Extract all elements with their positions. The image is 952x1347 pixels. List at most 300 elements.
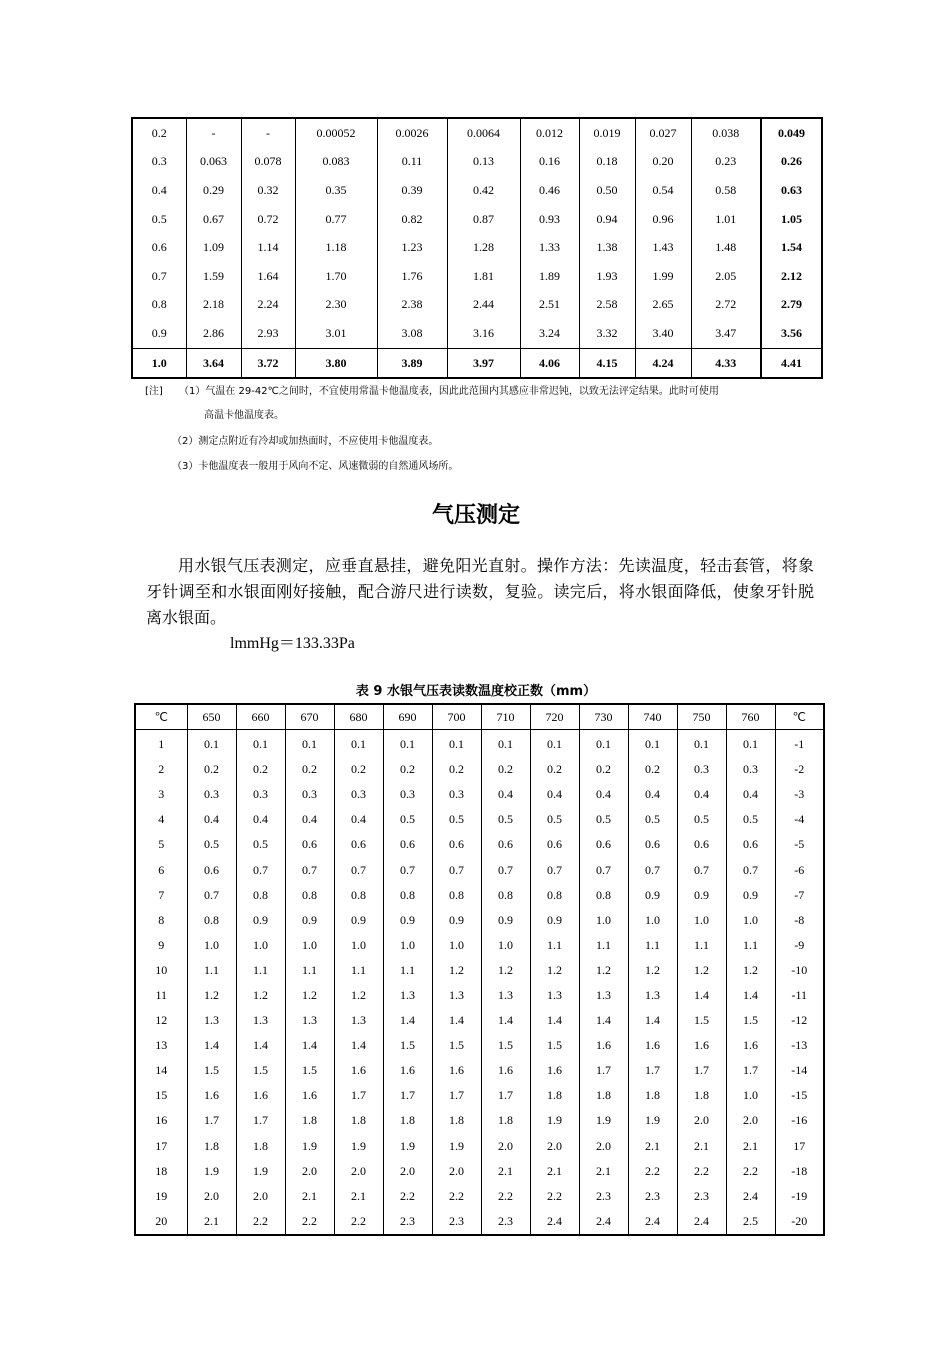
table-cell: 2.0: [285, 1159, 334, 1184]
row-label-cell: 8: [135, 908, 187, 933]
table-cell: 2.30: [295, 291, 377, 320]
table-cell: 1.2: [236, 983, 285, 1008]
table-cell: 0.1: [334, 730, 383, 758]
table-cell: 1.0: [432, 933, 481, 958]
table-cell: 2.2: [628, 1159, 677, 1184]
table-cell: -9: [775, 933, 824, 958]
table-cell: 2.3: [677, 1184, 726, 1209]
table-cell: 4.24: [635, 348, 691, 378]
table-cell: 1.2: [285, 983, 334, 1008]
table-cell: 2.0: [383, 1159, 432, 1184]
table-cell: 2.18: [186, 291, 241, 320]
table-cell: 0.027: [635, 118, 691, 148]
table-cell: -12: [775, 1008, 824, 1033]
table-row: [135, 782, 824, 807]
table-cell: 2.0: [432, 1159, 481, 1184]
table-cell: 1.6: [285, 1083, 334, 1108]
table-cell: 1.6: [187, 1083, 236, 1108]
row-label-cell: 19: [135, 1184, 187, 1209]
table-cell: 0.1: [383, 730, 432, 758]
table-row: [132, 262, 822, 291]
table-cell: 0.7: [285, 857, 334, 882]
row-label-cell: 5: [135, 832, 187, 857]
table-cell: 3.47: [691, 319, 761, 348]
table-cell: 2.4: [530, 1209, 579, 1235]
row-label-cell: 14: [135, 1058, 187, 1083]
table-row: [135, 857, 824, 882]
note-2: （2）测定点附近有冷却或加热面时，不应使用卡他温度表。: [172, 436, 439, 447]
table-cell: 1.8: [628, 1083, 677, 1108]
row-label-cell: 4: [135, 807, 187, 832]
table-cell: 0.019: [579, 118, 635, 148]
table-cell: 1.64: [241, 262, 295, 291]
table-cell: 1.3: [236, 1008, 285, 1033]
table-cell: 1.4: [481, 1008, 530, 1033]
table-cell: 2.51: [520, 291, 579, 320]
table-cell: 2.3: [579, 1184, 628, 1209]
table-cell: 1.38: [579, 233, 635, 262]
table-header-row: [135, 704, 824, 730]
table-cell: 2.65: [635, 291, 691, 320]
table-cell: 0.5: [481, 807, 530, 832]
table-cell: 1.3: [383, 983, 432, 1008]
table-cell: 1.14: [241, 233, 295, 262]
table-cell: 2.0: [677, 1108, 726, 1133]
table-cell: 1.3: [481, 983, 530, 1008]
table-cell: 1.9: [334, 1134, 383, 1159]
table-cell: 1.9: [383, 1134, 432, 1159]
table-cell: 0.4: [187, 807, 236, 832]
table-cell: 1.2: [579, 958, 628, 983]
table-cell: 2.1: [628, 1134, 677, 1159]
table-cell: 3.72: [241, 348, 295, 378]
table-cell: 1.1: [383, 958, 432, 983]
table-cell: 0.3: [236, 782, 285, 807]
table-cell: 1.8: [285, 1108, 334, 1133]
table-cell: 1.3: [334, 1008, 383, 1033]
table-cell: 4.06: [520, 348, 579, 378]
table-cell: 0.42: [447, 176, 520, 205]
table-cell: 1.01: [691, 205, 761, 234]
table-cell: 0.8: [285, 883, 334, 908]
table-cell: 1.5: [187, 1058, 236, 1083]
table-cell: 1.1: [334, 958, 383, 983]
table-cell: 3.80: [295, 348, 377, 378]
table-cell: 1.3: [187, 1008, 236, 1033]
table-cell: 0.8: [334, 883, 383, 908]
table-row: [135, 832, 824, 857]
table-row: [132, 176, 822, 205]
column-header: 710: [481, 704, 530, 730]
table-cell: 0.2: [530, 757, 579, 782]
table-cell: 0.6: [187, 857, 236, 882]
table-cell: 0.5: [628, 807, 677, 832]
table-cell: 2.2: [677, 1159, 726, 1184]
table-cell: 1.4: [285, 1033, 334, 1058]
table-cell: 0.16: [520, 148, 579, 177]
table-cell: 0.3: [726, 757, 775, 782]
row-label-cell: 9: [135, 933, 187, 958]
table-cell: 0.8: [432, 883, 481, 908]
table-cell: 0.9: [334, 908, 383, 933]
table-cell: -18: [775, 1159, 824, 1184]
table-row: [135, 1108, 824, 1133]
table-cell: 0.4: [579, 782, 628, 807]
table-cell: 2.1: [677, 1134, 726, 1159]
table-cell: 1.23: [377, 233, 447, 262]
table-cell: 1.7: [726, 1058, 775, 1083]
table-cell: 0.4: [726, 782, 775, 807]
table-cell: 1.8: [481, 1108, 530, 1133]
row-label-cell: 1.0: [132, 348, 186, 378]
table-cell: 3.16: [447, 319, 520, 348]
row-label-cell: 20: [135, 1209, 187, 1235]
table-cell: 1.0: [187, 933, 236, 958]
table-cell: 0.93: [520, 205, 579, 234]
table-cell: 1.5: [481, 1033, 530, 1058]
table-cell: 0.2: [236, 757, 285, 782]
table-cell: 1.2: [432, 958, 481, 983]
column-header: 750: [677, 704, 726, 730]
table-cell: 0.063: [186, 148, 241, 177]
table-cell: 2.24: [241, 291, 295, 320]
table-cell: 0.23: [691, 148, 761, 177]
table-cell: 2.1: [481, 1159, 530, 1184]
table-cell: 3.01: [295, 319, 377, 348]
row-label-cell: 12: [135, 1008, 187, 1033]
table-cell: 1.5: [236, 1058, 285, 1083]
table-cell: 0.2: [579, 757, 628, 782]
row-label-cell: 0.7: [151, 268, 167, 283]
table-cell: 1.4: [726, 983, 775, 1008]
barometer-correction-table: [134, 703, 825, 1236]
table-row: [135, 1134, 824, 1159]
table-cell: 0.5: [432, 807, 481, 832]
table-cell: 0.5: [677, 807, 726, 832]
table-cell: 0.8: [187, 908, 236, 933]
table-cell: 0.7: [726, 857, 775, 882]
table-cell: 0.0026: [377, 118, 447, 148]
table-cell: 1.1: [187, 958, 236, 983]
table-cell: 0.7: [432, 857, 481, 882]
table-cell: 2.4: [579, 1209, 628, 1235]
table-cell: 4.41: [761, 348, 822, 378]
table-cell: 1.93: [579, 262, 635, 291]
table-cell: 1.5: [432, 1033, 481, 1058]
row-label-cell: 0.4: [151, 182, 167, 197]
barometer-table-body: [135, 730, 824, 1235]
row-label-cell: 2: [135, 757, 187, 782]
katathermometer-table: [131, 117, 823, 379]
table-cell: 0.13: [447, 148, 520, 177]
table-cell: 0.3: [187, 782, 236, 807]
table-cell: 0.9: [677, 883, 726, 908]
table-cell: 0.7: [677, 857, 726, 882]
table-cell: 1.8: [236, 1134, 285, 1159]
row-label-cell: 13: [135, 1033, 187, 1058]
table-cell: 1.6: [334, 1058, 383, 1083]
table-cell: 0.2: [628, 757, 677, 782]
column-header: 740: [628, 704, 677, 730]
table-cell: 2.1: [285, 1184, 334, 1209]
table-cell: 1.6: [383, 1058, 432, 1083]
table-cell: 0.1: [677, 730, 726, 758]
table-cell: 1.6: [432, 1058, 481, 1083]
table-cell: 0.5: [187, 832, 236, 857]
table-cell: 0.1: [530, 730, 579, 758]
table-cell: 1.2: [677, 958, 726, 983]
table-cell: -11: [775, 983, 824, 1008]
table-cell: -1: [775, 730, 824, 758]
table-cell: 0.4: [628, 782, 677, 807]
katathermometer-table-body: [132, 118, 822, 378]
table-cell: 1.2: [481, 958, 530, 983]
table-cell: 0.1: [481, 730, 530, 758]
table-cell: 0.012: [520, 118, 579, 148]
table-cell: 1.3: [579, 983, 628, 1008]
table-cell: 2.2: [383, 1184, 432, 1209]
table-cell: -10: [775, 958, 824, 983]
table-cell: 1.9: [579, 1108, 628, 1133]
table-cell: 1.1: [579, 933, 628, 958]
table-cell: 2.2: [334, 1209, 383, 1235]
table-cell: 0.3: [285, 782, 334, 807]
table-cell: 1.7: [677, 1058, 726, 1083]
table-cell: 0.67: [186, 205, 241, 234]
table-row: [135, 807, 824, 832]
table-cell: 1.0: [236, 933, 285, 958]
table-cell: 0.2: [334, 757, 383, 782]
row-label-cell: 15: [135, 1083, 187, 1108]
row-label-cell: 0.2: [151, 125, 167, 140]
table-cell: 0.9: [481, 908, 530, 933]
table-cell: 2.1: [187, 1209, 236, 1235]
row-label-cell: 0.3: [151, 154, 167, 169]
table-cell: 0.7: [579, 857, 628, 882]
table-cell: 1.4: [530, 1008, 579, 1033]
table-cell: 3.32: [579, 319, 635, 348]
table-cell: -20: [775, 1209, 824, 1235]
table-cell: 0.2: [187, 757, 236, 782]
table-cell: 1.54: [761, 233, 822, 262]
table-row: [132, 148, 822, 177]
table-cell: 1.7: [334, 1083, 383, 1108]
row-label-cell: 7: [135, 883, 187, 908]
table-cell: 1.4: [628, 1008, 677, 1033]
table-cell: 2.3: [628, 1184, 677, 1209]
table-cell: 0.9: [432, 908, 481, 933]
table-cell: 1.8: [383, 1108, 432, 1133]
table-cell: 0.20: [635, 148, 691, 177]
table-cell: 1.1: [726, 933, 775, 958]
table-cell: 0.6: [726, 832, 775, 857]
table-cell: 1.8: [334, 1108, 383, 1133]
table-row: [135, 1033, 824, 1058]
table-cell: 1.6: [530, 1058, 579, 1083]
table-cell: 1.4: [187, 1033, 236, 1058]
table-cell: 0.6: [334, 832, 383, 857]
table-cell: 1.0: [383, 933, 432, 958]
table-cell: 2.72: [691, 291, 761, 320]
table-cell: 1.89: [520, 262, 579, 291]
table-cell: 1.2: [530, 958, 579, 983]
table-cell: 1.6: [579, 1033, 628, 1058]
table-cell: 0.4: [285, 807, 334, 832]
table-cell: 0.94: [579, 205, 635, 234]
table-cell: 2.2: [481, 1184, 530, 1209]
table-cell: 1.43: [635, 233, 691, 262]
table-cell: 0.6: [677, 832, 726, 857]
table-cell: 1.3: [432, 983, 481, 1008]
column-header: ℃: [135, 704, 187, 730]
column-header: 760: [726, 704, 775, 730]
table-cell: 0.083: [295, 148, 377, 177]
table-cell: 2.0: [187, 1184, 236, 1209]
table-cell: 0.39: [377, 176, 447, 205]
note-1-cont: 高温卡他温度表。: [204, 410, 284, 421]
table-cell: -6: [775, 857, 824, 882]
table-row: [135, 983, 824, 1008]
table-cell: 2.5: [726, 1209, 775, 1235]
table-cell: 3.89: [377, 348, 447, 378]
table-cell: 0.63: [761, 176, 822, 205]
table-cell: 1.3: [285, 1008, 334, 1033]
table-cell: 1.18: [295, 233, 377, 262]
table-cell: 2.3: [481, 1209, 530, 1235]
table-cell: 1.99: [635, 262, 691, 291]
table-cell: 2.2: [530, 1184, 579, 1209]
table-cell: -15: [775, 1083, 824, 1108]
table-cell: 0.32: [241, 176, 295, 205]
table-cell: 0.2: [383, 757, 432, 782]
table-cell: 1.8: [432, 1108, 481, 1133]
table-cell: 1.9: [530, 1108, 579, 1133]
table-row: [135, 730, 824, 758]
table-cell: 2.12: [761, 262, 822, 291]
table-cell: 0.2: [432, 757, 481, 782]
table-cell: 1.0: [481, 933, 530, 958]
table-cell: 1.5: [383, 1033, 432, 1058]
table-cell: 1.7: [481, 1083, 530, 1108]
table-cell: 2.0: [236, 1184, 285, 1209]
table-cell: 0.9: [383, 908, 432, 933]
table-cell: 0.8: [579, 883, 628, 908]
table-cell: 0.5: [530, 807, 579, 832]
table-cell: 0.3: [383, 782, 432, 807]
table-cell: 0.1: [579, 730, 628, 758]
table-cell: 0.7: [187, 883, 236, 908]
table-cell: 0.6: [383, 832, 432, 857]
table-row: [132, 291, 822, 320]
note-1: （1）气温在 29-42℃之间时，不宜使用常温卡他温度表，因此此范围内其感应非常迟钝，以致无法评定结果。此时可使用: [179, 386, 719, 397]
table-row: [132, 348, 822, 378]
table-cell: 1.6: [726, 1033, 775, 1058]
table-cell: 2.0: [530, 1134, 579, 1159]
table-cell: 1.33: [520, 233, 579, 262]
table-cell: 1.5: [726, 1008, 775, 1033]
table-cell: 0.26: [761, 148, 822, 177]
table-cell: 0.58: [691, 176, 761, 205]
table-cell: 0.4: [236, 807, 285, 832]
table-cell: 1.4: [677, 983, 726, 1008]
row-label-cell: 3: [135, 782, 187, 807]
table-cell: 1.7: [628, 1058, 677, 1083]
table-cell: 0.87: [447, 205, 520, 234]
table-cell: 1.7: [579, 1058, 628, 1083]
table-cell: -19: [775, 1184, 824, 1209]
table-cell: 0.4: [530, 782, 579, 807]
table-cell: 0.7: [530, 857, 579, 882]
table-cell: 1.3: [628, 983, 677, 1008]
table-cell: -14: [775, 1058, 824, 1083]
column-header: 700: [432, 704, 481, 730]
table-cell: 0.3: [677, 757, 726, 782]
table-cell: 0.4: [481, 782, 530, 807]
table-cell: 1.0: [726, 908, 775, 933]
table-cell: 1.4: [383, 1008, 432, 1033]
notes-label: [注]: [145, 386, 163, 397]
table-row: [132, 233, 822, 262]
table-cell: -4: [775, 807, 824, 832]
table-cell: 0.4: [677, 782, 726, 807]
table-cell: 3.64: [186, 348, 241, 378]
table-cell: 0.29: [186, 176, 241, 205]
table-cell: 0.9: [530, 908, 579, 933]
table-cell: 0.5: [579, 807, 628, 832]
table-cell: 1.0: [285, 933, 334, 958]
table-cell: 1.4: [432, 1008, 481, 1033]
table-cell: 0.2: [285, 757, 334, 782]
table-row: [135, 1159, 824, 1184]
table-row: [135, 908, 824, 933]
table-cell: 1.1: [628, 933, 677, 958]
table-cell: 2.93: [241, 319, 295, 348]
table-cell: 0.7: [236, 857, 285, 882]
table-cell: 1.8: [530, 1083, 579, 1108]
table-cell: -3: [775, 782, 824, 807]
table-cell: 0.50: [579, 176, 635, 205]
table-cell: 0.9: [628, 883, 677, 908]
table-cell: 0.35: [295, 176, 377, 205]
table-cell: 2.2: [726, 1159, 775, 1184]
table-cell: 2.0: [726, 1108, 775, 1133]
body-paragraph: 用水银气压表测定，应垂直悬挂，避免阳光直射。操作方法：先读温度，轻击套管，将象牙针调至和水银面刚好接触，配合游尺进行读数，复验。读完后，将水银面降低，使象牙针脱离水银面。: [146, 556, 814, 627]
table-cell: 0.038: [691, 118, 761, 148]
table-cell: 1.3: [530, 983, 579, 1008]
table-cell: 1.8: [579, 1083, 628, 1108]
table-cell: 0.6: [481, 832, 530, 857]
table-cell: 3.08: [377, 319, 447, 348]
table-cell: 2.0: [579, 1134, 628, 1159]
table-cell: 0.7: [383, 857, 432, 882]
table-cell: 2.1: [579, 1159, 628, 1184]
table-row: [135, 1209, 824, 1235]
column-header: ℃: [775, 704, 824, 730]
table-cell: 1.9: [628, 1108, 677, 1133]
table-cell: 1.0: [579, 908, 628, 933]
table-cell: 1.81: [447, 262, 520, 291]
table-cell: 1.1: [677, 933, 726, 958]
table-cell: 0.5: [383, 807, 432, 832]
column-header: 720: [530, 704, 579, 730]
table-cell: 1.6: [481, 1058, 530, 1083]
table-cell: 2.3: [383, 1209, 432, 1235]
table-cell: 0.1: [236, 730, 285, 758]
column-header: 670: [285, 704, 334, 730]
table-cell: 0.82: [377, 205, 447, 234]
table-cell: 0.96: [635, 205, 691, 234]
table-cell: 3.56: [761, 319, 822, 348]
